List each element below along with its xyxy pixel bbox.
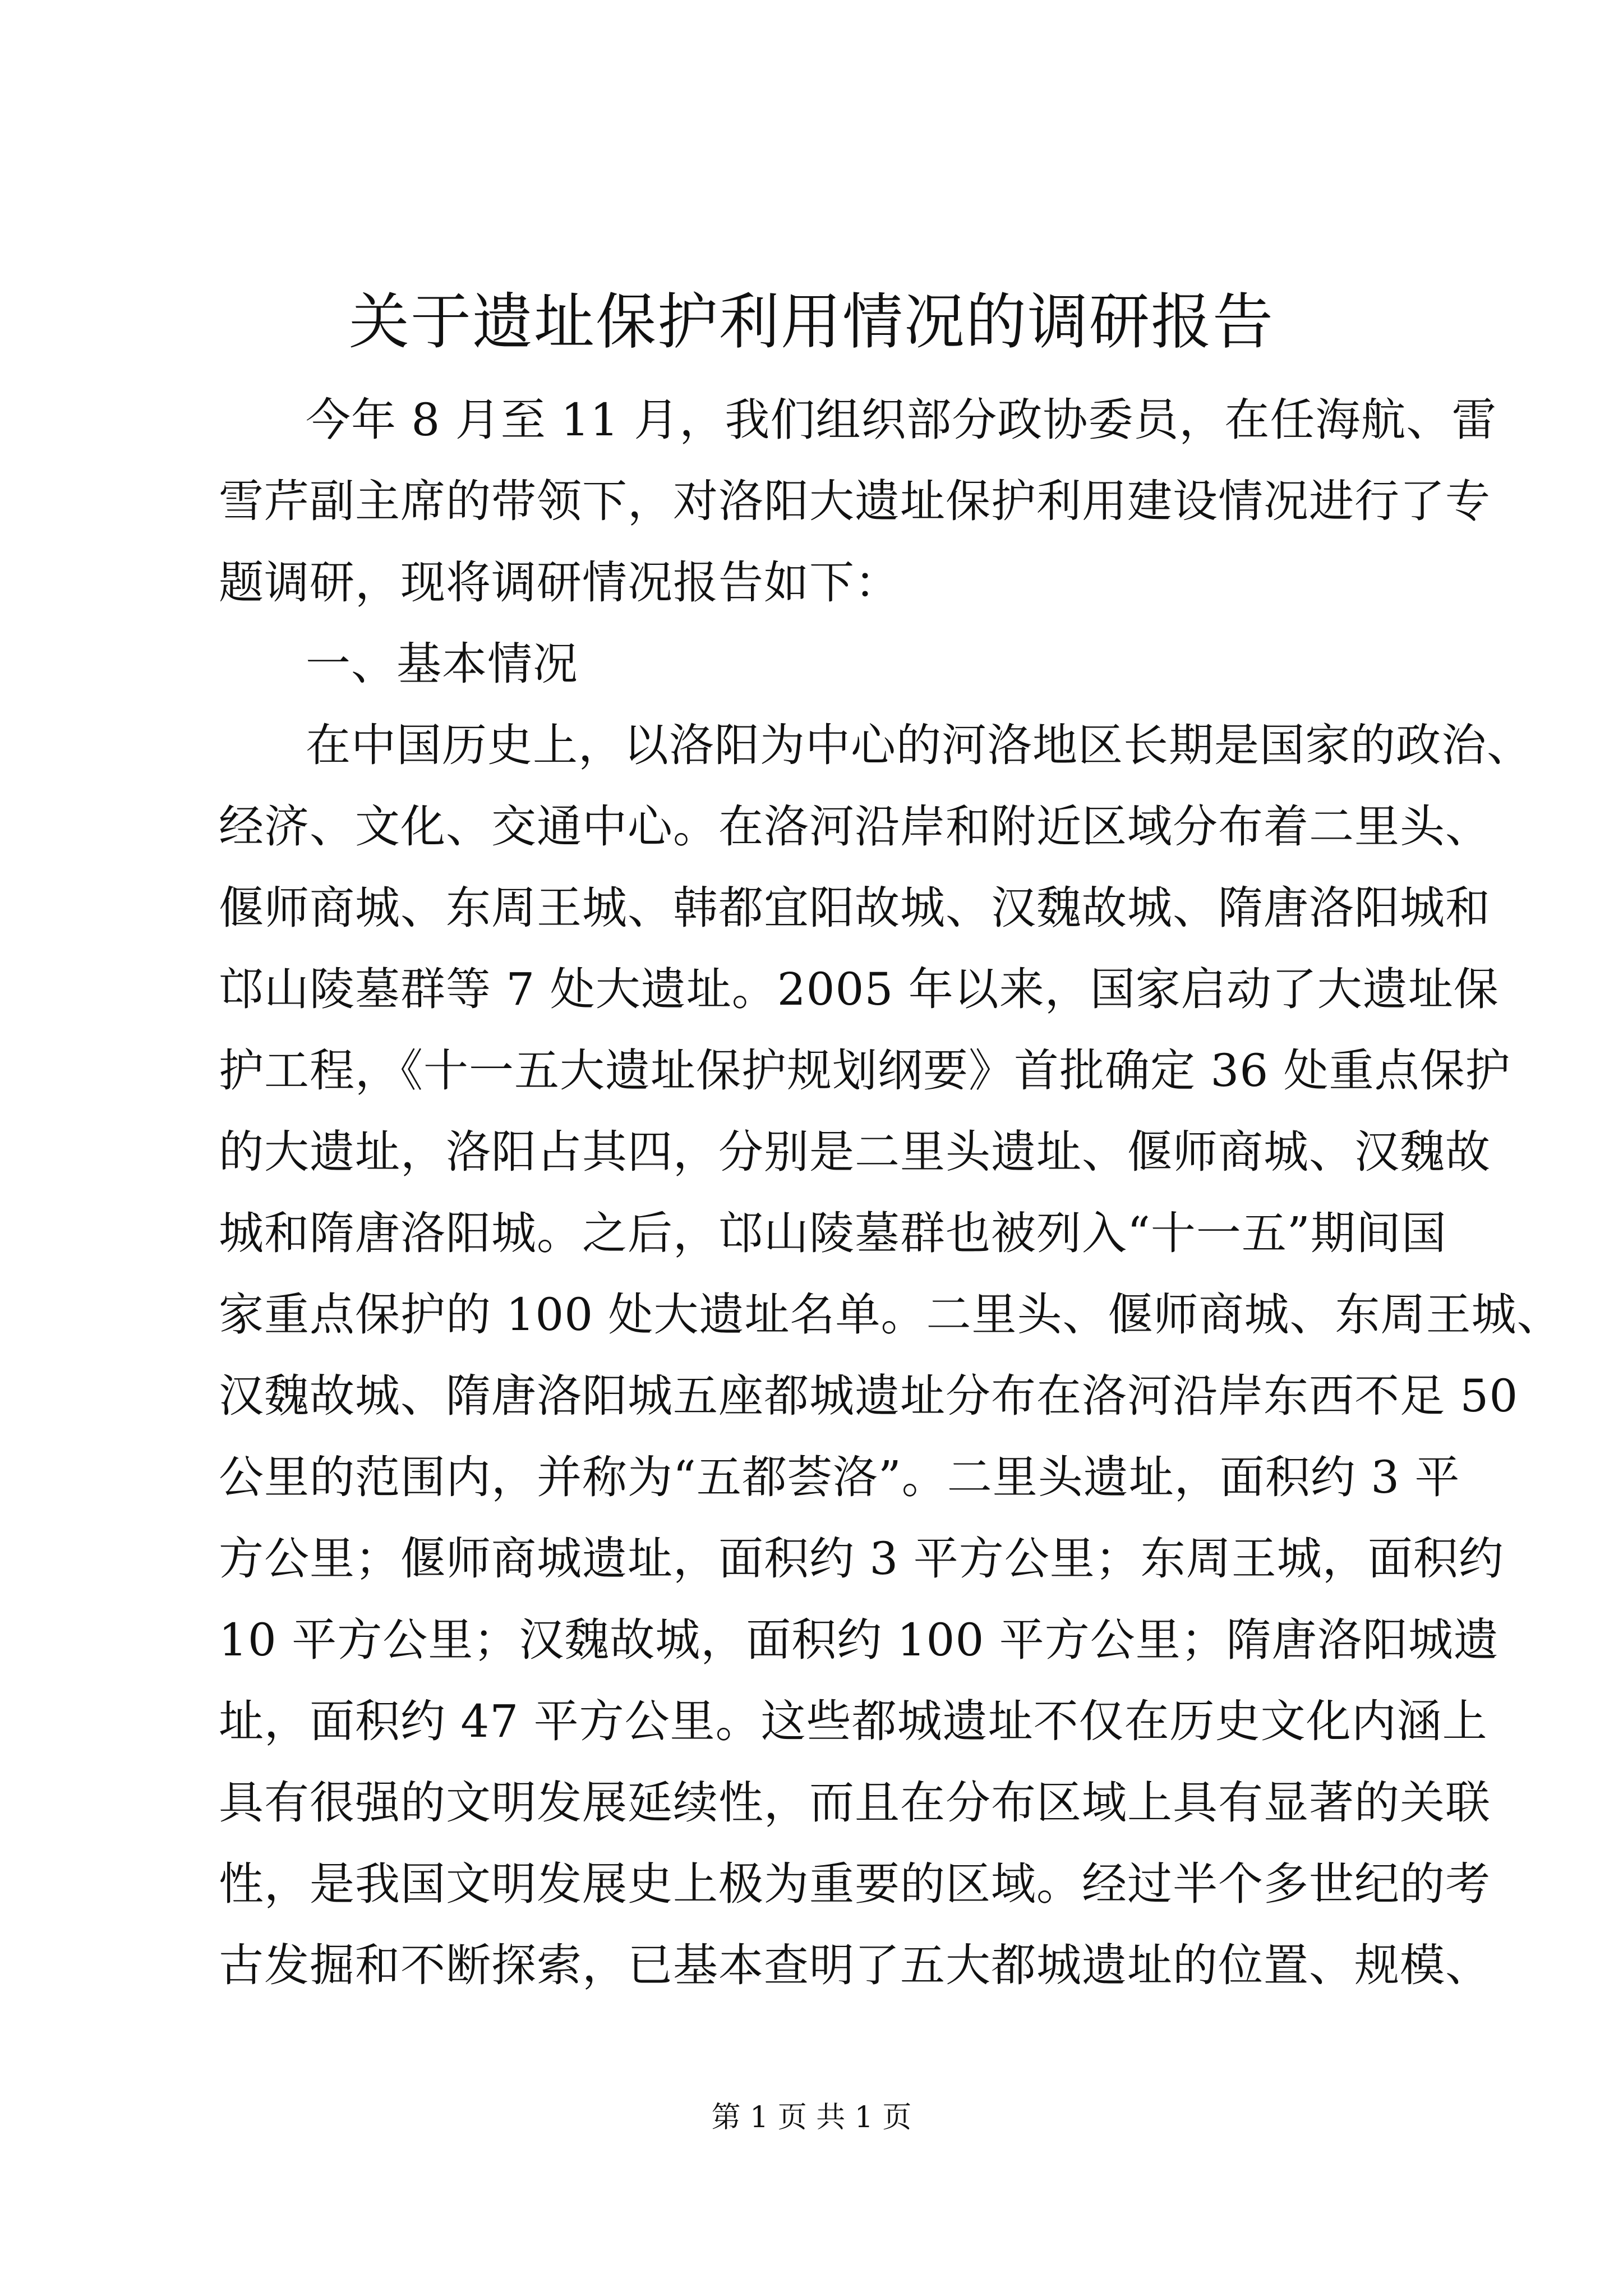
document-body [219,379,1562,2006]
body-line-10: 的大遗址，洛阳占其四，分别是二里头遗址、偃师商城、汉魏故 [219,1126,1491,1178]
body-line-19: 性，是我国文明发展史上极为重要的区域。经过半个多世纪的考 [219,1858,1491,1910]
body-line-11: 城和隋唐洛阳城。之后，邙山陵墓群也被列入“十一五”期间国 [219,1207,1447,1259]
document-title: 关于遗址保护利用情况的调研报告 [348,287,1274,357]
body-line-20: 古发掘和不断探索，已基本查明了五大都城遗址的位置、规模、 [219,1939,1491,1991]
body-line-15: 方公里；偃师商城遗址，面积约 3 平方公里；东周王城，面积约 [219,1533,1504,1585]
page-footer: 第 1 页 共 1 页 [711,2101,912,2134]
body-line-17: 址，面积约 47 平方公里。这些都城遗址不仅在历史文化内涵上 [219,1695,1488,1747]
body-line-6: 经济、文化、交通中心。在洛河沿岸和附近区域分布着二里头、 [219,800,1491,853]
body-line-9: 护工程，《十一五大遗址保护规划纲要》首批确定 36 处重点保护 [219,1045,1511,1097]
body-line-14: 公里的范围内，并称为“五都荟洛”。二里头遗址，面积约 3 平 [219,1451,1460,1503]
body-line-12: 家重点保护的 100 处大遗址名单。二里头、偃师商城、东周王城、 [219,1289,1562,1341]
body-line-3: 题调研，现将调研情况报告如下： [219,556,900,609]
body-line-18: 具有很强的文明发展延续性，而且在分布区域上具有显著的关联 [219,1777,1491,1829]
body-line-7: 偃师商城、东周王城、韩都宜阳故城、汉魏故城、隋唐洛阳城和 [219,882,1491,934]
section-heading: 一、基本情况 [306,638,578,690]
body-line-13: 汉魏故城、隋唐洛阳城五座都城遗址分布在洛河沿岸东西不足 50 [219,1370,1519,1422]
body-line-5: 在中国历史上，以洛阳为中心的河洛地区长期是国家的政治、 [306,719,1532,771]
body-line-1: 今年 8 月至 11 月，我们组织部分政协委员，在任海航、雷 [306,394,1497,446]
body-line-16: 10 平方公里；汉魏故城，面积约 100 平方公里；隋唐洛阳城遗 [219,1614,1499,1666]
body-line-2: 雪芹副主席的带领下，对洛阳大遗址保护利用建设情况进行了专 [219,475,1491,527]
body-line-8: 邙山陵墓群等 7 处大遗址。2005 年以来，国家启动了大遗址保 [219,963,1499,1015]
